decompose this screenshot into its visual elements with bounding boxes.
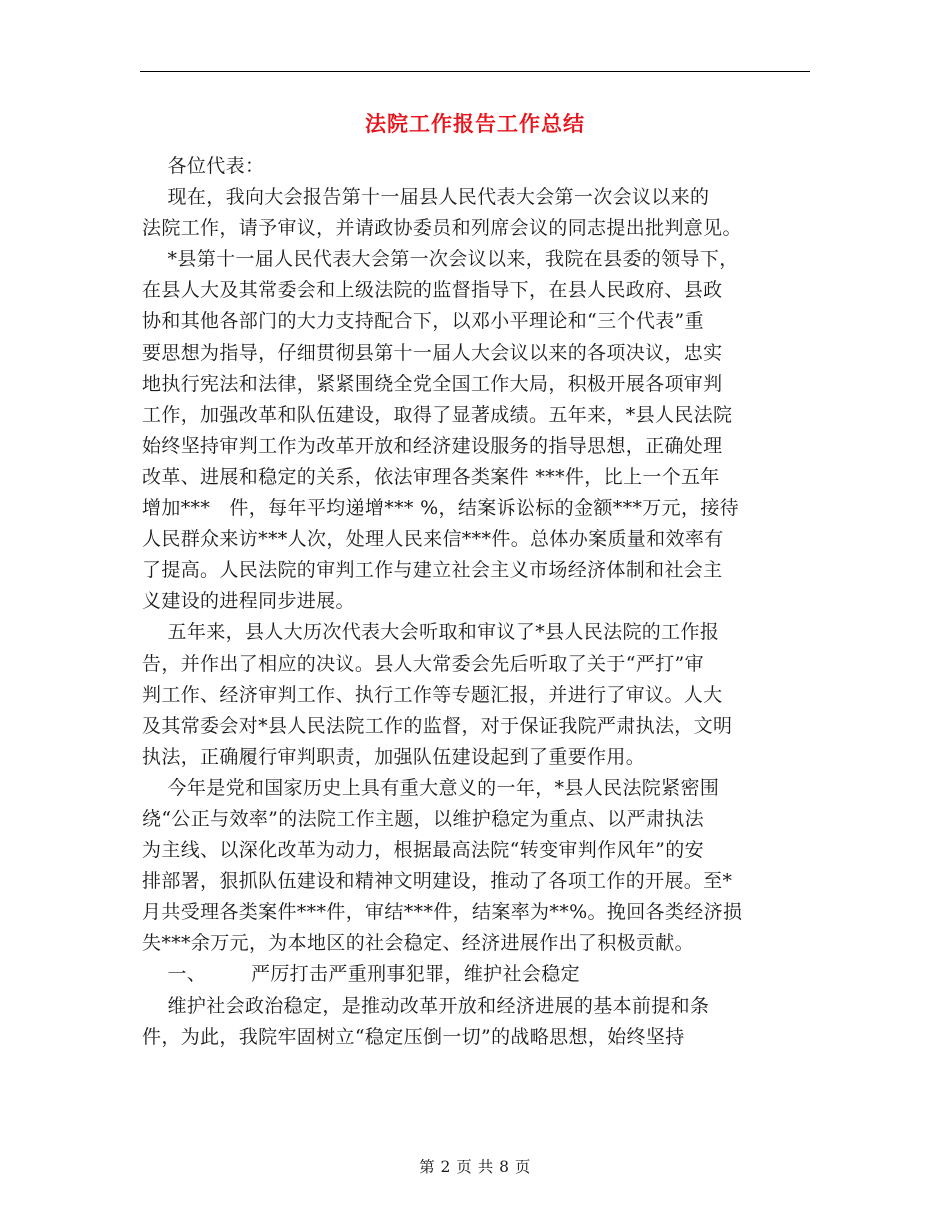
- body-line: *县第十一届人民代表大会第一次会议以来，我院在县委的领导下，: [142, 248, 739, 271]
- section-heading: 一、 严厉打击严重刑事犯罪，维护社会稳定: [142, 963, 580, 986]
- body-line: 告，并作出了相应的决议。县人大常委会先后听取了关于“严打”审: [142, 652, 704, 675]
- document-title: 法院工作报告工作总结: [365, 111, 585, 136]
- body-line: 工作，加强改革和队伍建设，取得了显著成绩。五年来，*县人民法院: [142, 403, 733, 426]
- body-line: 地执行宪法和法律，紧紧围绕全党全国工作大局，积极开展各项审判: [142, 372, 723, 395]
- body-line: 义建设的进程同步进展。: [142, 590, 355, 613]
- body-line: 绕“公正与效率”的法院工作主题，以维护稳定为重点、以严肃执法: [142, 807, 704, 830]
- body-line: 排部署，狠抓队伍建设和精神文明建设，推动了各项工作的开展。至*: [142, 870, 733, 893]
- body-line: 现在，我向大会报告第十一届县人民代表大会第一次会议以来的: [142, 186, 710, 209]
- body-line: 及其常委会对*县人民法院工作的监督，对于保证我院严肃执法，文明: [142, 714, 733, 737]
- body-line: 维护社会政治稳定，是推动改革开放和经济进展的基本前提和条: [142, 994, 710, 1017]
- body-line: 要思想为指导，仔细贯彻县第十一届人大会议以来的各项决议，忠实: [142, 341, 723, 364]
- page-number: 第 2 页 共 8 页: [419, 1158, 531, 1176]
- body-line: 失***余万元，为本地区的社会稳定、经济进展作出了积极贡献。: [142, 932, 695, 955]
- body-line: 法院工作，请予审议，并请政协委员和列席会议的同志提出批判意见。: [142, 217, 742, 240]
- body-line: 判工作、经济审判工作、执行工作等专题汇报，并进行了审议。人大: [142, 683, 723, 706]
- body-line: 人民群众来访***人次，处理人民来信***件。总体办案质量和效率有: [142, 528, 724, 551]
- body-line: 件，为此，我院牢固树立“稳定压倒一切”的战略思想，始终坚持: [142, 1025, 685, 1048]
- body-line: 改革、进展和稳定的关系，依法审理各类案件 ***件，比上一个五年: [142, 465, 720, 488]
- body-line: 增加*** 件，每年平均递增*** %，结案诉讼标的金额***万元，接待: [142, 497, 740, 520]
- body-line: 各位代表：: [142, 155, 265, 177]
- body-line: 协和其他各部门的大力支持配合下，以邓小平理论和“三个代表”重: [142, 310, 704, 333]
- body-line: 为主线、以深化改革为动力，根据最高法院“转变审判作风年”的安: [142, 839, 704, 862]
- body-line: 在县人大及其常委会和上级法院的监督指导下，在县人民政府、县政: [142, 279, 723, 302]
- header-rule: [140, 71, 810, 72]
- body-line: 月共受理各类案件***件，审结***件，结案率为**%。挽回各类经济损: [142, 901, 743, 924]
- body-line: 了提高。人民法院的审判工作与建立社会主义市场经济体制和社会主: [142, 559, 723, 582]
- body-line: 执法，正确履行审判职责，加强队伍建设起到了重要作用。: [142, 745, 646, 768]
- body-line: 五年来，县人大历次代表大会听取和审议了*县人民法院的工作报: [142, 621, 720, 644]
- body-line: 今年是党和国家历史上具有重大意义的一年，*县人民法院紧密围: [142, 776, 720, 799]
- body-line: 始终坚持审判工作为改革开放和经济建设服务的指导思想，正确处理: [142, 434, 723, 457]
- document-body: [142, 151, 810, 1053]
